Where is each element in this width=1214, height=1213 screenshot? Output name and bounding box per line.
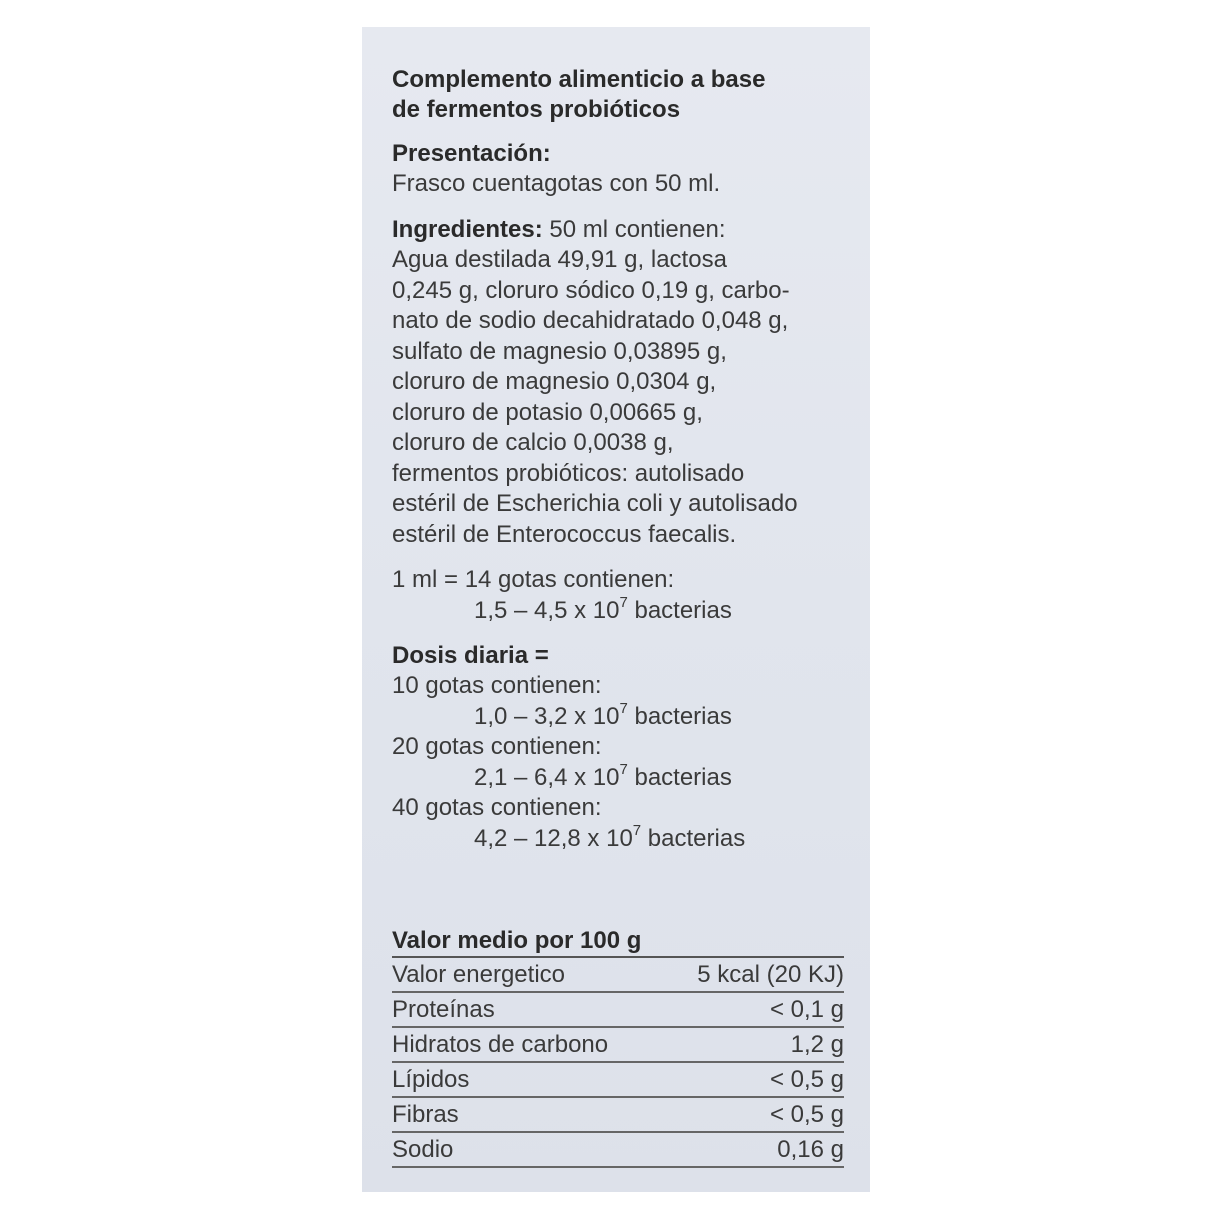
- ingredient-line: sulfato de magnesio 0,03895 g,: [392, 337, 727, 365]
- presentacion-heading: Presentación:: [392, 140, 551, 167]
- ingredientes-section: [392, 215, 852, 551]
- ingredient-line: Agua destilada 49,91 g, lactosa: [392, 246, 727, 273]
- dosis-section: [392, 641, 852, 854]
- value-pre: 1,5 – 4,5 x 10: [474, 596, 620, 624]
- product-title: [392, 65, 852, 125]
- nutrition-label: Hidratos de carbono: [392, 1031, 609, 1058]
- dosis-value: [392, 699, 852, 733]
- value-exponent: 7: [619, 593, 628, 611]
- ingredient-line: estéril de Escherichia coli y autolisado: [392, 490, 798, 517]
- nutrition-row: [392, 993, 844, 1028]
- presentacion-text: Frasco cuentagotas con 50 ml.: [392, 170, 721, 197]
- nutrition-label: Lípidos: [392, 1066, 470, 1093]
- concentracion-line: 1 ml = 14 gotas contienen:: [392, 566, 675, 593]
- nutrition-label: Valor energetico: [392, 961, 565, 988]
- nutrition-label: Proteínas: [392, 996, 495, 1023]
- dosis-label: 40 gotas contienen:: [392, 794, 602, 821]
- nutrition-table-title: Valor medio por 100 g: [392, 927, 844, 958]
- ingredient-line: estéril de Enterococcus faecalis.: [392, 520, 737, 548]
- ingredientes-first-line: [392, 215, 852, 246]
- concentracion-value: [392, 593, 852, 627]
- nutrition-value: < 0,5 g: [769, 1066, 844, 1093]
- label-content: [392, 65, 852, 869]
- value-exponent: 7: [619, 760, 628, 778]
- value-post: bacterias: [627, 702, 732, 730]
- dosis-heading: Dosis diaria =: [392, 642, 549, 669]
- ingredient-line: cloruro de magnesio 0,0304 g,: [392, 368, 717, 395]
- nutrition-value: 0,16 g: [777, 1136, 844, 1163]
- presentacion-section: [392, 139, 852, 200]
- value-pre: 4,2 – 12,8 x 10: [474, 824, 633, 852]
- ingredient-line: nato de sodio decahidratado 0,048 g,: [392, 307, 789, 334]
- nutrition-value: 5 kcal (20 KJ): [697, 961, 844, 988]
- nutrition-table: [392, 927, 844, 1168]
- title-line: de fermentos probióticos: [392, 96, 681, 123]
- value-exponent: 7: [632, 821, 642, 839]
- nutrition-value: < 0,5 g: [769, 1101, 844, 1128]
- value-exponent: 7: [619, 699, 628, 717]
- nutrition-label: Sodio: [392, 1136, 454, 1163]
- value-pre: 2,1 – 6,4 x 10: [474, 763, 620, 791]
- value-post: bacterias: [627, 763, 732, 791]
- ingredient-line: cloruro de potasio 0,00665 g,: [392, 398, 703, 426]
- ingredient-line: fermentos probióticos: autolisado: [392, 459, 745, 487]
- nutrition-value: 1,2 g: [790, 1031, 844, 1058]
- dosis-value: [392, 760, 852, 794]
- ingredientes-intro: 50 ml contienen:: [542, 215, 726, 243]
- dosis-label: 10 gotas contienen:: [392, 672, 602, 699]
- nutrition-row: [392, 1028, 844, 1063]
- nutrition-row: [392, 958, 844, 993]
- nutrition-value: < 0,1 g: [769, 996, 844, 1023]
- value-post: bacterias: [627, 596, 732, 624]
- product-label-panel: [362, 27, 870, 1192]
- nutrition-label: Fibras: [392, 1101, 459, 1128]
- title-line: Complemento alimenticio a base: [392, 66, 766, 93]
- ingredientes-heading: Ingredientes:: [392, 215, 543, 243]
- nutrition-row: [392, 1133, 844, 1168]
- concentracion-section: [392, 565, 852, 626]
- dosis-label: 20 gotas contienen:: [392, 733, 602, 760]
- value-post: bacterias: [641, 824, 746, 852]
- dosis-value: [392, 821, 852, 855]
- nutrition-row: [392, 1063, 844, 1098]
- nutrition-row: [392, 1098, 844, 1133]
- ingredient-line: 0,245 g, cloruro sódico 0,19 g, carbo-: [392, 276, 790, 304]
- ingredient-line: cloruro de calcio 0,0038 g,: [392, 429, 674, 456]
- value-pre: 1,0 – 3,2 x 10: [474, 702, 620, 730]
